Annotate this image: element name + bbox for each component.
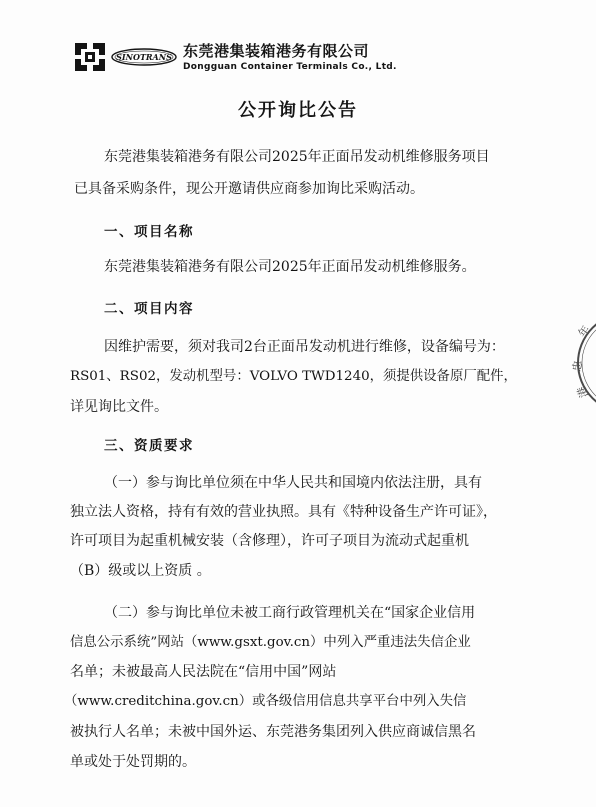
content-line-2: RS01、RS02，发动机型号：VOLVO TWD1240，须提供设备原厂配件， [70, 369, 517, 384]
project-name-text: 东莞港集装箱港务有限公司2025年正面吊发动机维修服务。 [104, 259, 476, 275]
qual-2-line-4: （www.creditchina.gov.cn）或各级信用信息共享平台中列入失信 [64, 694, 467, 709]
letterhead [73, 38, 543, 80]
company-name-cn: 东莞港集装箱港务有限公司 [183, 42, 370, 60]
qual-2-line-6: 单或处于处罚期的。 [70, 754, 196, 770]
qual-2-line-3: 名单；未被最高人民法院在“信用中国”网站 [70, 664, 337, 680]
qual-1-line-3: 许可项目为起重机械安装（含修理），许可子项目为流动式起重机 [70, 533, 469, 549]
section-heading-project-name: 一、项目名称 [104, 224, 194, 240]
company-logo-icon [73, 41, 107, 73]
intro-line-2: 已具备采购条件，现公开邀请供应商参加询比采购活动。 [74, 181, 424, 197]
brand-text: SINOTRANS [116, 52, 172, 62]
seal-char-2: 忠 [570, 359, 585, 373]
section-heading-qualifications: 三、资质要求 [104, 438, 194, 454]
section-heading-project-content: 二、项目内容 [104, 301, 194, 317]
seal-char-3: 港 [574, 384, 591, 400]
qual-2-line-1: （二）参与询比单位未被工商行政管理机关在“国家企业信用 [104, 605, 476, 621]
qual-2-line-2: 信息公示系统”网站（www.gsxt.gov.cn）中列入严重违法失信企业 [70, 635, 471, 650]
qual-1-line-1: （一）参与询比单位须在中华人民共和国境内依法注册，具有 [104, 475, 482, 491]
content-line-3: 详见询比文件。 [70, 399, 168, 415]
page-title: 公开询比公告 [238, 100, 358, 121]
qual-2-line-5: 被执行人名单；未被中国外运、东莞港务集团列入供应商诚信黑名 [70, 724, 476, 740]
sinotrans-logo-icon [111, 48, 177, 66]
company-name-en: Dongguan Container Terminals Co., Ltd. [183, 62, 397, 72]
qual-1-line-2: 独立法人资格，持有有效的营业执照。具有《特种设备生产许可证》， [70, 504, 497, 520]
seal-char-1: 年 [575, 323, 593, 340]
qual-1-line-4: （B）级或以上资质 。 [70, 563, 211, 579]
company-seal-stamp [566, 308, 596, 418]
intro-line-1: 东莞港集装箱港务有限公司2025年正面吊发动机维修服务项目 [104, 149, 490, 165]
content-line-1: 因维护需要，须对我司2台正面吊发动机进行维修，设备编号为： [104, 339, 505, 355]
